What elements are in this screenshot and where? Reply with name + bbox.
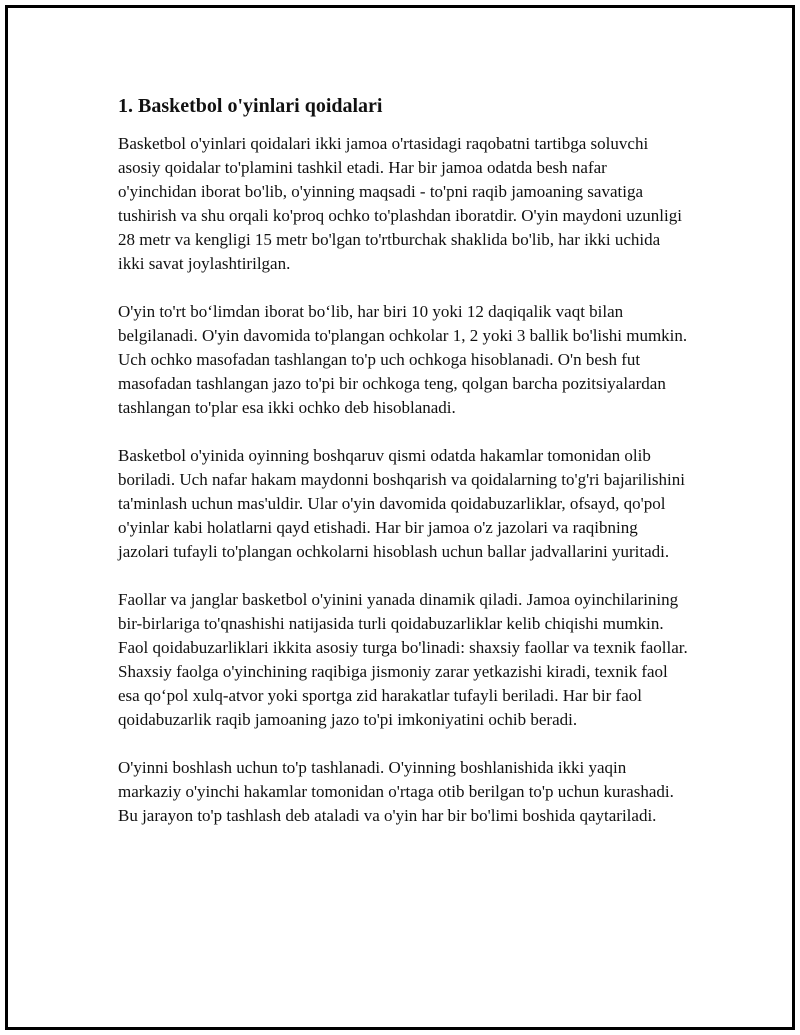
- paragraph-periods-scoring: O'yin to'rt bo‘limdan iborat bo‘lib, har biri 10 yoki 12 daqiqalik vaqt bilan belgilanadi. O'yin davomida to'plangan ochkolar 1, 2 yoki 3 ballik bo'lishi mumkin. Uch ochko masofadan tashlangan to'p uch ochkoga hisoblanadi. O'n besh fut masofadan tashlangan jazo to'pi bir ochkoga teng, qolgan barcha pozitsiyalardan tashlangan to'plar esa ikki ochko deb hisoblanadi.: [118, 302, 688, 417]
- section-title: 1. Basketbol o'yinlari qoidalari: [118, 95, 383, 117]
- paragraph-rules-overview: Basketbol o'yinlari qoidalari ikki jamoa o'rtasidagi raqobatni tartibga soluvchi asosiy qoidalar to'plamini tashkil etadi. Har bir jamoa odatda besh nafar o'yinchidan iborat bo'lib, o'yinning maqsadi - to'pni raqib jamoaning savatiga tushirish va shu orqali ko'proq ochko to'plashdan iboratdir. O'yin maydoni uzunligi 28 metr va kengligi 15 metr bo'lgan to'rtburchak shaklida bo'lib, har ikki uchida ikki savat joylashtirilgan.: [118, 134, 682, 273]
- paragraph-jump-ball: O'yinni boshlash uchun to'p tashlanadi. O'yinning boshlanishida ikki yaqin markaziy o'yinchi hakamlar tomonidan o'rtaga otib berilgan to'p uchun kurashadi. Bu jarayon to'p tashlash deb ataladi va o'yin har bir bo'limi boshida qaytariladi.: [118, 758, 674, 825]
- paragraph-referees: Basketbol o'yinida oyinning boshqaruv qismi odatda hakamlar tomonidan olib boriladi. Uch nafar hakam maydonni boshqarish va qoidalarning to'g'ri bajarilishini ta'minlash uchun mas'uldir. Ular o'yin davomida qoidabuzarliklar, ofsayd, qo'pol o'yinlar kabi holatlarni qayd etishadi. Har bir jamoa o'z jazolari va raqibning jazolari tufayli to'plangan ochkolarni hisoblash uchun ballar jadvallarini yuritadi.: [118, 446, 685, 561]
- document-body: [118, 92, 688, 852]
- paragraph-fouls: Faollar va janglar basketbol o'yinini yanada dinamik qiladi. Jamoa oyinchilarining bir-birlariga to'qnashishi natijasida turli qoidabuzarliklar kelib chiqishi mumkin. Faol qoidabuzarliklari ikkita asosiy turga bo'linadi: shaxsiy faollar va texnik faollar. Shaxsiy faolga o'yinchining raqibiga jismoniy zarar yetkazishi kiradi, texnik faol esa qo‘pol xulq-atvor yoki sportga zid harakatlar tufayli beriladi. Har bir faol qoidabuzarlik raqib jamoaning jazo to'pi imkoniyatini ochib beradi.: [118, 590, 688, 729]
